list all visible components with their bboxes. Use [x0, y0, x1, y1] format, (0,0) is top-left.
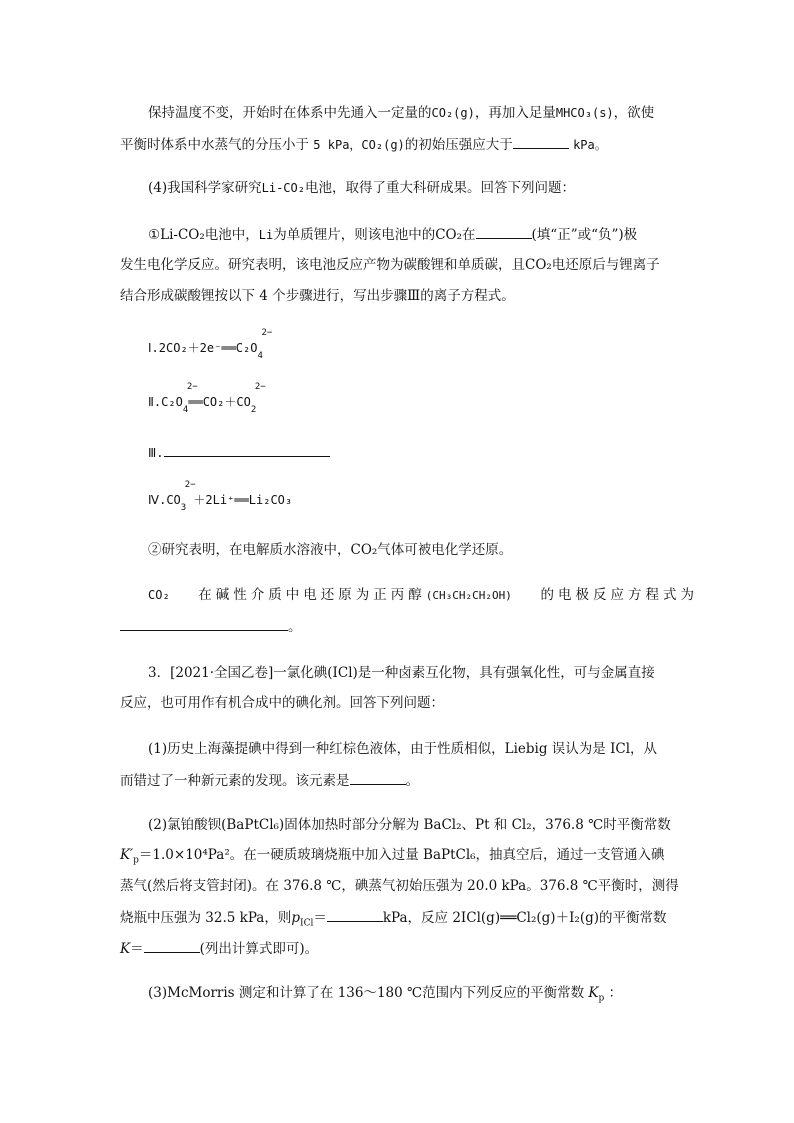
- text-line: 平衡时体系中水蒸气的分压小于 5 kPa，CO₂(g)的初始压强应大于 kPa。: [120, 134, 607, 155]
- answer-blank: [350, 770, 406, 785]
- step-2: Ⅱ.C₂O 2− $_4$══CO₂＋CO 2− $_2$: [148, 382, 266, 415]
- answer-blank: [144, 938, 200, 953]
- text-line: K＝ (列出计算式即可)。: [120, 938, 318, 959]
- answer-blank: [513, 134, 569, 149]
- question-3-2: (2)氯铂酸钡(BaPtCl₆)固体加热时部分分解为 BaCl₂、Pt 和 Cl₂，376.8 ℃时平衡常数: [148, 817, 671, 833]
- answer-blank: [164, 442, 330, 457]
- text-line: 发生电化学反应。研究表明，该电池反应产物为碳酸锂和单质碳，且CO₂电还原后与锂离子: [120, 257, 660, 273]
- text-line: 结合形成碳酸锂按以下 4 个步骤进行，写出步骤Ⅲ的离子方程式。: [120, 288, 515, 304]
- text-line: 烧瓶中压强为 32.5 kPa，则$p_{ICl}=$ kPa，反应 2ICl(g)══Cl₂(g)＋I₂(g)的平衡常数: [120, 907, 667, 928]
- text-line: $K'_p=1.0\times 10^4Pa^2$。在一硬质玻璃烧瓶中加入过量 BaPtCl₆，抽真空后，通过一支管通入碘: [120, 847, 665, 866]
- text-line: 。: [120, 616, 302, 637]
- text-line: ①Li-CO₂电池中，Li为单质锂片，则该电池中的CO₂在 (填“正”或“负”)极: [148, 224, 637, 245]
- text-line: 而错过了一种新元素的发现。该元素是 。: [120, 770, 419, 791]
- answer-blank: [120, 616, 288, 631]
- question-3-1: (1)历史上海藻提碘中得到一种红棕色液体，由于性质相似，Liebig 误认为是 ICl，从: [148, 741, 658, 757]
- question-3: 3．[2021·全国乙卷]一氯化碘(ICl)是一种卤素互化物，具有强氧化性，可与金属直接: [148, 665, 655, 681]
- text-line: 蒸气(然后将支管封闭)。在 376.8 ℃，碘蒸气初始压强为 20.0 kPa。376.8 ℃平衡时，测得: [120, 878, 679, 894]
- question-3-3: (3)McMorris 测定和计算了在 136～180 ℃范围内下列反应的平衡常数 $K_p$ ：: [148, 985, 623, 1004]
- step-3: Ⅲ.: [148, 442, 330, 463]
- answer-blank: [327, 907, 383, 922]
- step-4: Ⅳ.CO 2− $_3$ ＋2Li⁺══Li₂CO₃: [148, 480, 293, 513]
- question-4: (4)我国科学家研究Li-CO₂电池，取得了重大科研成果。回答下列问题：: [148, 180, 575, 196]
- answer-blank: [476, 224, 532, 239]
- text-line: ②研究表明，在电解质水溶液中，CO₂气体可被电化学还原。: [148, 542, 513, 558]
- text-line: 反应，也可用作有机合成中的碘化剂。回答下列问题：: [120, 695, 444, 711]
- step-1: Ⅰ.2CO₂＋2e⁻══C₂O 2− $_4$: [148, 328, 273, 361]
- text-line: CO₂ 在碱性介质中电还原为正丙醇(CH₃CH₂CH₂OH) 的电极反应方程式为: [148, 587, 698, 603]
- text-line: 保持温度不变，开始时在体系中先通入一定量的CO₂(g)，再加入足量MHCO₃(s)，欲使: [148, 105, 655, 121]
